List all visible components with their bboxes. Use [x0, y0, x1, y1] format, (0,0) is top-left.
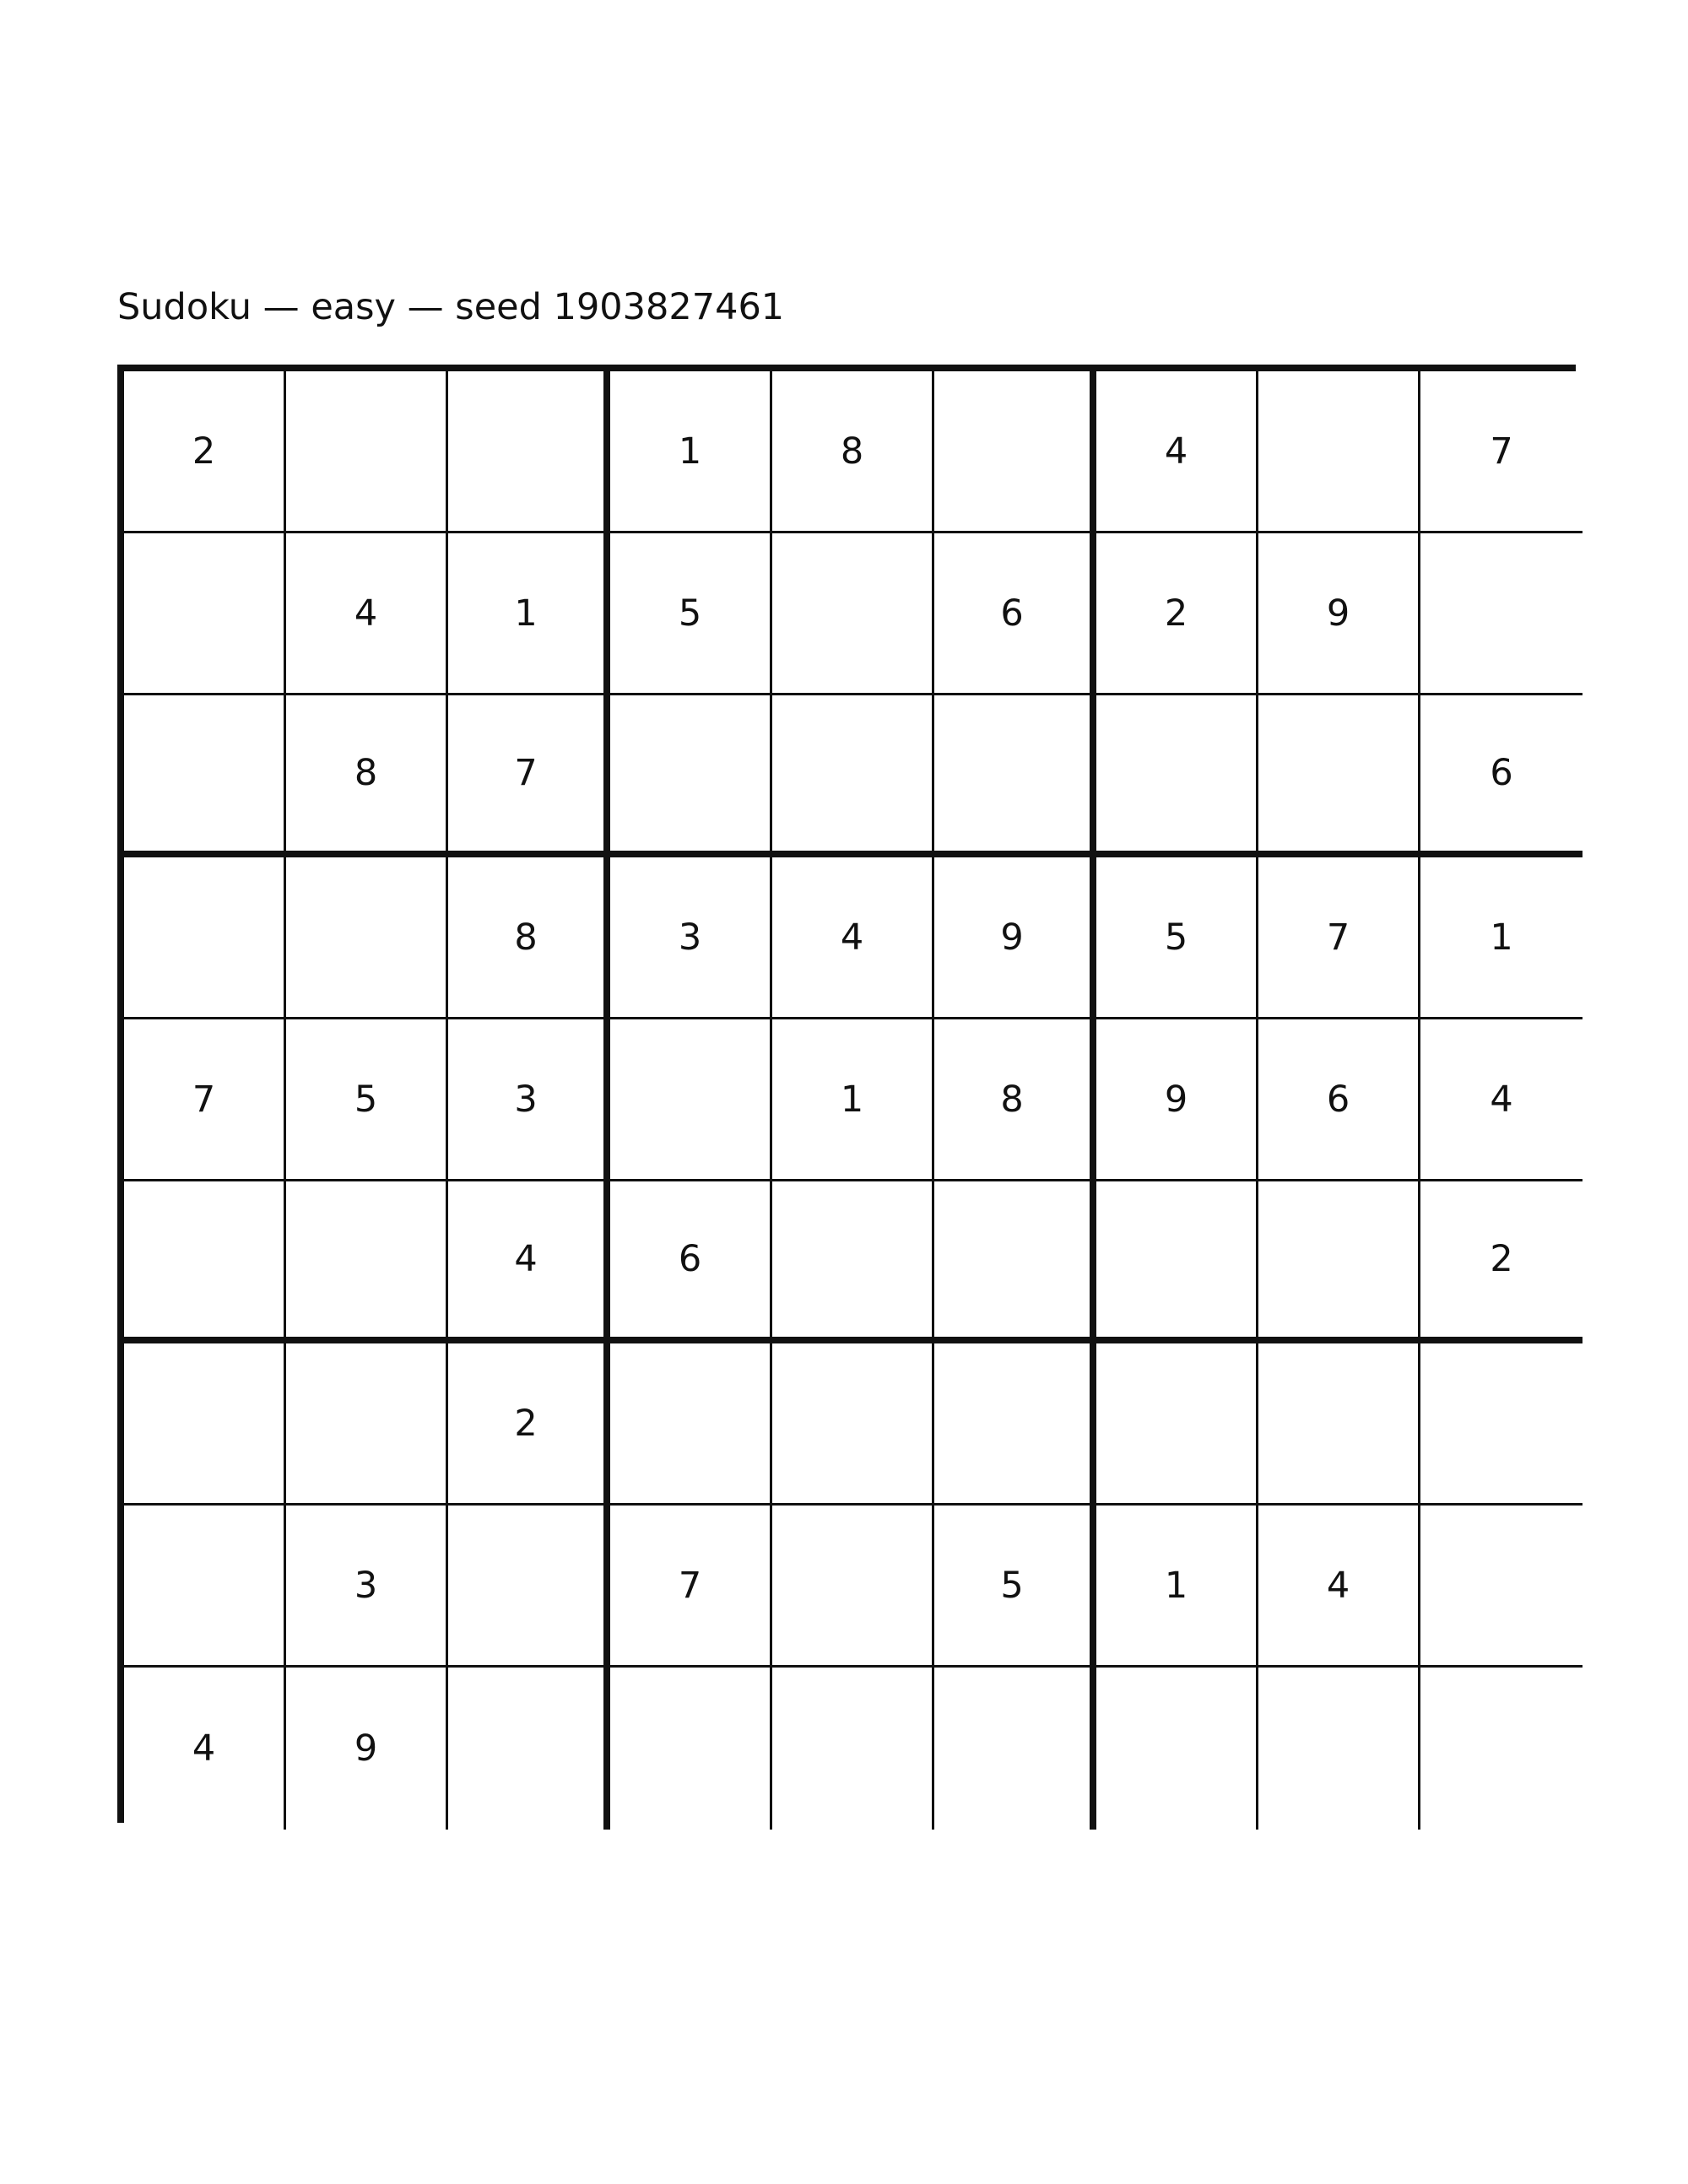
- empty-cell[interactable]: [1420, 533, 1582, 695]
- given-cell[interactable]: 1: [610, 371, 772, 533]
- given-cell[interactable]: 5: [286, 1019, 448, 1181]
- given-cell[interactable]: 1: [1420, 857, 1582, 1019]
- empty-cell[interactable]: [934, 695, 1096, 857]
- empty-cell[interactable]: [124, 695, 286, 857]
- empty-cell[interactable]: [124, 1343, 286, 1506]
- given-cell[interactable]: 7: [1258, 857, 1420, 1019]
- given-cell[interactable]: 5: [610, 533, 772, 695]
- given-cell[interactable]: 7: [448, 695, 610, 857]
- given-cell[interactable]: 4: [124, 1668, 286, 1830]
- puzzle-title: Sudoku — easy — seed 1903827461: [117, 286, 785, 328]
- empty-cell[interactable]: [1420, 1506, 1582, 1668]
- empty-cell[interactable]: [124, 1506, 286, 1668]
- given-cell[interactable]: 1: [1096, 1506, 1258, 1668]
- given-cell[interactable]: 8: [286, 695, 448, 857]
- empty-cell[interactable]: [934, 371, 1096, 533]
- empty-cell[interactable]: [772, 695, 934, 857]
- sudoku-grid: [117, 365, 1576, 1823]
- empty-cell[interactable]: [1258, 1668, 1420, 1830]
- given-cell[interactable]: 5: [934, 1506, 1096, 1668]
- given-cell[interactable]: 3: [610, 857, 772, 1019]
- empty-cell[interactable]: [610, 1668, 772, 1830]
- given-cell[interactable]: 6: [934, 533, 1096, 695]
- given-cell[interactable]: 1: [772, 1019, 934, 1181]
- empty-cell[interactable]: [124, 857, 286, 1019]
- given-cell[interactable]: 2: [1096, 533, 1258, 695]
- empty-cell[interactable]: [1096, 1343, 1258, 1506]
- given-cell[interactable]: 4: [1420, 1019, 1582, 1181]
- empty-cell[interactable]: [286, 1181, 448, 1343]
- empty-cell[interactable]: [448, 371, 610, 533]
- given-cell[interactable]: 9: [1096, 1019, 1258, 1181]
- given-cell[interactable]: 8: [934, 1019, 1096, 1181]
- empty-cell[interactable]: [124, 1181, 286, 1343]
- given-cell[interactable]: 4: [286, 533, 448, 695]
- given-cell[interactable]: 2: [1420, 1181, 1582, 1343]
- empty-cell[interactable]: [1258, 695, 1420, 857]
- given-cell[interactable]: 4: [772, 857, 934, 1019]
- given-cell[interactable]: 4: [448, 1181, 610, 1343]
- given-cell[interactable]: 5: [1096, 857, 1258, 1019]
- given-cell[interactable]: 3: [448, 1019, 610, 1181]
- given-cell[interactable]: 7: [1420, 371, 1582, 533]
- given-cell[interactable]: 6: [1420, 695, 1582, 857]
- empty-cell[interactable]: [934, 1181, 1096, 1343]
- given-cell[interactable]: 9: [1258, 533, 1420, 695]
- given-cell[interactable]: 1: [448, 533, 610, 695]
- empty-cell[interactable]: [1258, 1181, 1420, 1343]
- empty-cell[interactable]: [1096, 695, 1258, 857]
- empty-cell[interactable]: [610, 695, 772, 857]
- given-cell[interactable]: 7: [124, 1019, 286, 1181]
- empty-cell[interactable]: [772, 1668, 934, 1830]
- empty-cell[interactable]: [124, 533, 286, 695]
- given-cell[interactable]: 3: [286, 1506, 448, 1668]
- empty-cell[interactable]: [286, 857, 448, 1019]
- given-cell[interactable]: 6: [610, 1181, 772, 1343]
- empty-cell[interactable]: [772, 1343, 934, 1506]
- empty-cell[interactable]: [1096, 1181, 1258, 1343]
- given-cell[interactable]: 6: [1258, 1019, 1420, 1181]
- empty-cell[interactable]: [448, 1506, 610, 1668]
- given-cell[interactable]: 9: [934, 857, 1096, 1019]
- empty-cell[interactable]: [1258, 371, 1420, 533]
- given-cell[interactable]: 2: [448, 1343, 610, 1506]
- empty-cell[interactable]: [934, 1343, 1096, 1506]
- given-cell[interactable]: 4: [1096, 371, 1258, 533]
- empty-cell[interactable]: [448, 1668, 610, 1830]
- given-cell[interactable]: 7: [610, 1506, 772, 1668]
- empty-cell[interactable]: [772, 533, 934, 695]
- empty-cell[interactable]: [1258, 1343, 1420, 1506]
- empty-cell[interactable]: [286, 1343, 448, 1506]
- empty-cell[interactable]: [1420, 1343, 1582, 1506]
- given-cell[interactable]: 2: [124, 371, 286, 533]
- empty-cell[interactable]: [772, 1506, 934, 1668]
- empty-cell[interactable]: [286, 371, 448, 533]
- empty-cell[interactable]: [1420, 1668, 1582, 1830]
- empty-cell[interactable]: [610, 1343, 772, 1506]
- given-cell[interactable]: 8: [772, 371, 934, 533]
- empty-cell[interactable]: [934, 1668, 1096, 1830]
- given-cell[interactable]: 8: [448, 857, 610, 1019]
- given-cell[interactable]: 4: [1258, 1506, 1420, 1668]
- given-cell[interactable]: 9: [286, 1668, 448, 1830]
- empty-cell[interactable]: [772, 1181, 934, 1343]
- empty-cell[interactable]: [1096, 1668, 1258, 1830]
- empty-cell[interactable]: [610, 1019, 772, 1181]
